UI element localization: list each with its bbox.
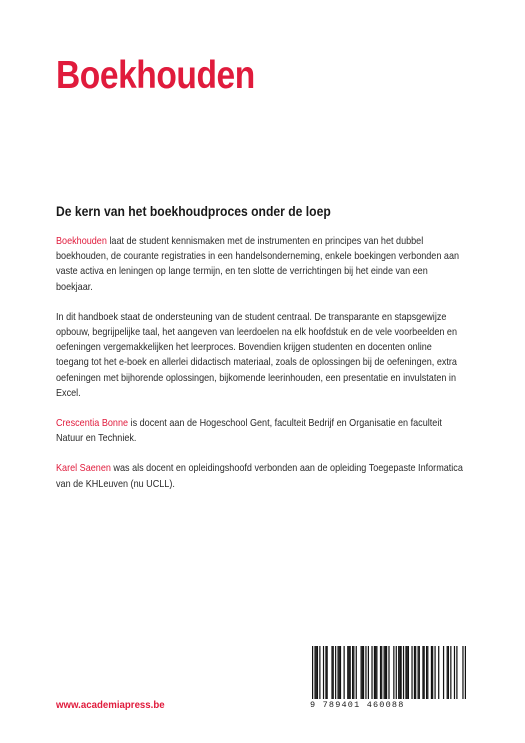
handbook-paragraph — [56, 310, 465, 401]
barcode-bar — [312, 646, 313, 699]
barcode-bar — [381, 646, 382, 699]
barcode-bar — [399, 646, 400, 699]
barcode-bar — [374, 646, 375, 699]
barcode-bar — [331, 646, 332, 699]
barcode-bar — [443, 646, 444, 699]
barcode-bar — [340, 646, 341, 699]
barcode-bar — [408, 646, 409, 699]
barcode-bar — [363, 646, 364, 699]
barcode-bar — [456, 646, 457, 699]
author-saenen-bio: was als docent en opleidingshoofd verbonden aan de opleiding Toegepaste Informatica van de KHLeuven (nu UCLL). — [56, 463, 463, 490]
barcode-bar — [356, 646, 357, 699]
intro-text: laat de student kennismaken met de instrumenten en principes van het dubbel boekhouden, de courante registraties in een handelsonderneming, enkele boekingen verbonden aan vaste activa en leningen op lange termijn, en ten slotte de verrichtingen bij het einde van een boekjaar. — [56, 236, 460, 293]
barcode-bar — [314, 646, 315, 699]
barcode-bar — [339, 646, 340, 699]
publisher-website: www.academiapress.be — [56, 699, 165, 711]
author-bonne-paragraph — [56, 416, 465, 446]
barcode-bar — [401, 646, 402, 699]
barcode-bar — [335, 646, 336, 699]
barcode-bar — [396, 646, 397, 699]
intro-paragraph — [56, 234, 465, 295]
barcode-bar — [347, 646, 348, 699]
barcode-bar — [403, 646, 404, 699]
barcode-bar — [424, 646, 425, 699]
barcode-bar — [375, 646, 376, 699]
barcode-bar — [385, 646, 386, 699]
barcode-bar — [415, 646, 416, 699]
book-title: Boekhouden — [56, 54, 255, 97]
barcode-bar — [319, 646, 320, 699]
barcode-bar — [325, 646, 326, 699]
author-saenen-name: Karel Saenen — [56, 463, 111, 475]
barcode-bar — [327, 646, 328, 699]
barcode-bar — [419, 646, 420, 699]
barcode-bar — [422, 646, 423, 699]
back-cover-text — [56, 234, 465, 507]
barcode-bar — [368, 646, 369, 699]
barcode-bar — [388, 646, 389, 699]
barcode-bar — [431, 646, 432, 699]
barcode-bar — [371, 646, 372, 699]
barcode-bar — [361, 646, 362, 699]
barcode-bar — [350, 646, 351, 699]
barcode-bar — [418, 646, 419, 699]
barcode-bar — [393, 646, 394, 699]
barcode-bar — [434, 646, 435, 699]
barcode-bar — [344, 646, 345, 699]
barcode-bar — [384, 646, 385, 699]
barcode-bar — [365, 646, 366, 699]
barcode-bar — [465, 646, 466, 699]
author-bonne-bio: is docent aan de Hogeschool Gent, faculteit Bedrijf en Organisatie en faculteit Natuur en Techniek. — [56, 418, 442, 445]
barcode-bar — [448, 646, 449, 699]
barcode-bar — [352, 646, 353, 699]
barcode-bar — [337, 646, 338, 699]
barcode-bar — [450, 646, 451, 699]
barcode-bar — [405, 646, 406, 699]
barcode-bar — [376, 646, 377, 699]
title-highlight: Boekhouden — [56, 236, 107, 247]
barcode-bar — [316, 646, 317, 699]
barcode-bar — [353, 646, 354, 699]
barcode-bar — [362, 646, 363, 699]
barcode-bar — [454, 646, 455, 699]
barcode-bar — [333, 646, 334, 699]
barcode-bar — [323, 646, 324, 699]
barcode-bar — [426, 646, 427, 699]
barcode-bar — [414, 646, 415, 699]
barcode-bar — [462, 646, 463, 699]
book-subtitle: De kern van het boekhoudproces onder de loep — [56, 204, 331, 219]
barcode-bar — [317, 646, 318, 699]
barcode-bar — [348, 646, 349, 699]
barcode-bar — [447, 646, 448, 699]
barcode-bar — [398, 646, 399, 699]
barcode-bar — [432, 646, 433, 699]
barcode-bar — [380, 646, 381, 699]
isbn-number: 9 789401 460088 — [310, 700, 405, 710]
barcode-bar — [411, 646, 412, 699]
barcode-bar — [427, 646, 428, 699]
handbook-text: In dit handboek staat de ondersteuning van de student centraal. De transparante en stapsgewijze opbouw, begrijpelijke taal, het aangeven van leerdoelen na elk hoofdstuk en de vele voorbeelden en oefeningen vergemakkelijken het leerproces. Bovendien krijgen studenten en docenten online toegang tot het e-boek en allerlei didactisch materiaal, zoals de oplossingen bij de oefeningen, extra oefeningen met bijhorende oplossingen, bijkomende leerinhouden, een presentatie en invulstaten in Excel. — [56, 311, 458, 399]
author-bonne-name: Crescentia Bonne — [56, 418, 129, 430]
barcode-bar — [438, 646, 439, 699]
barcode-bar — [386, 646, 387, 699]
barcode-bar — [407, 646, 408, 699]
author-saenen-paragraph — [56, 461, 465, 491]
